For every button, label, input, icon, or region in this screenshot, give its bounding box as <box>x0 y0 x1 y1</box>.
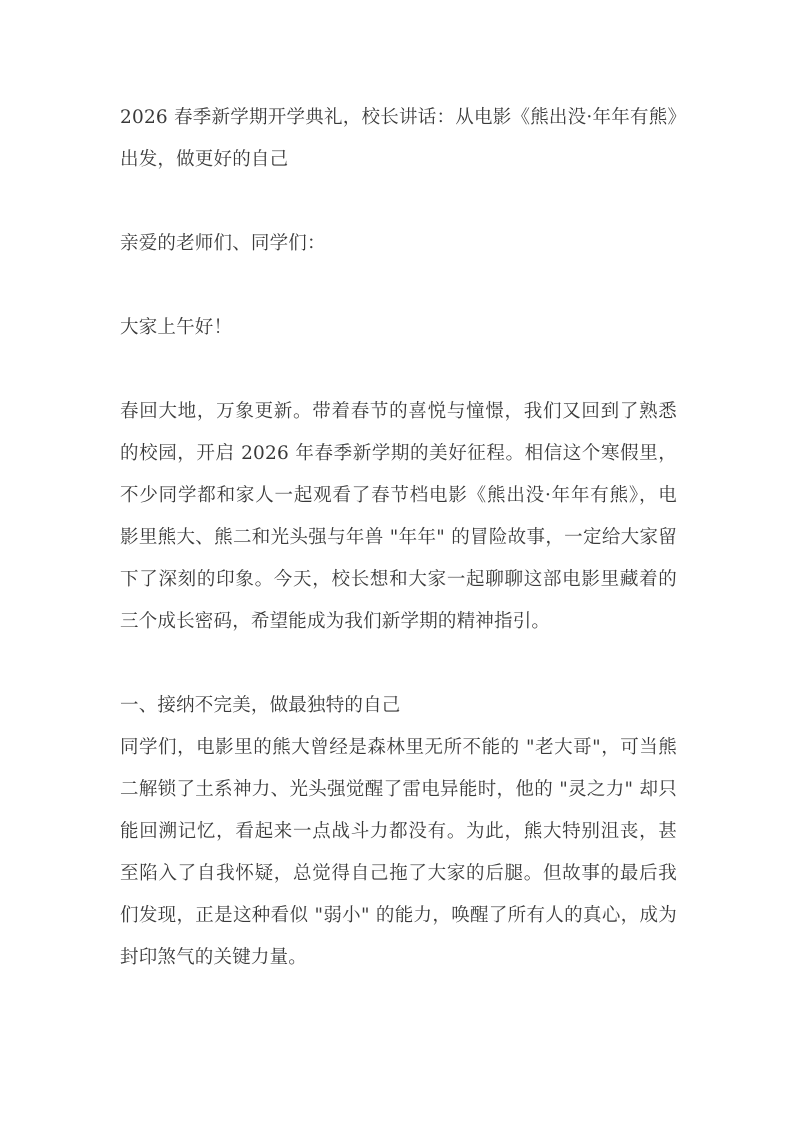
salutation-line: 亲爱的老师们、同学们： <box>120 233 326 254</box>
section-1-heading: 一、接纳不完美，做最独特的自己 <box>120 695 401 716</box>
section-1-body: 同学们，电影里的熊大曾经是森林里无所不能的 "老大哥"，可当熊二解锁了土系神力、光头强觉醒了雷电异能时，他的 "灵之力" 却只能回溯记忆，看起来一点战斗力都没有。为此，熊大特别沮丧，甚至陷入了自我怀疑，总觉得自己拖了大家的后腿。但故事的最后我们发现，正是这种看似 "弱小" 的能力，唤醒了所有人的真心，成为封印煞气的关键力量。 <box>120 737 677 968</box>
document-title: 2026 春季新学期开学典礼，校长讲话：从电影《熊出没·年年有熊》出发，做更好的自己 <box>120 107 677 170</box>
greeting-line: 大家上午好！ <box>120 317 233 338</box>
intro-paragraph: 春回大地，万象更新。带着春节的喜悦与憧憬，我们又回到了熟悉的校园，开启 2026 年春季新学期的美好征程。相信这个寒假里，不少同学都和家人一起观看了春节档电影《熊出没·年年有熊》，电影里熊大、熊二和光头强与年兽 "年年" 的冒险故事，一定给大家留下了深刻的印象。今天，校长想和大家一起聊聊这部电影里藏着的三个成长密码，希望能成为我们新学期的精神指引。 <box>120 401 677 632</box>
